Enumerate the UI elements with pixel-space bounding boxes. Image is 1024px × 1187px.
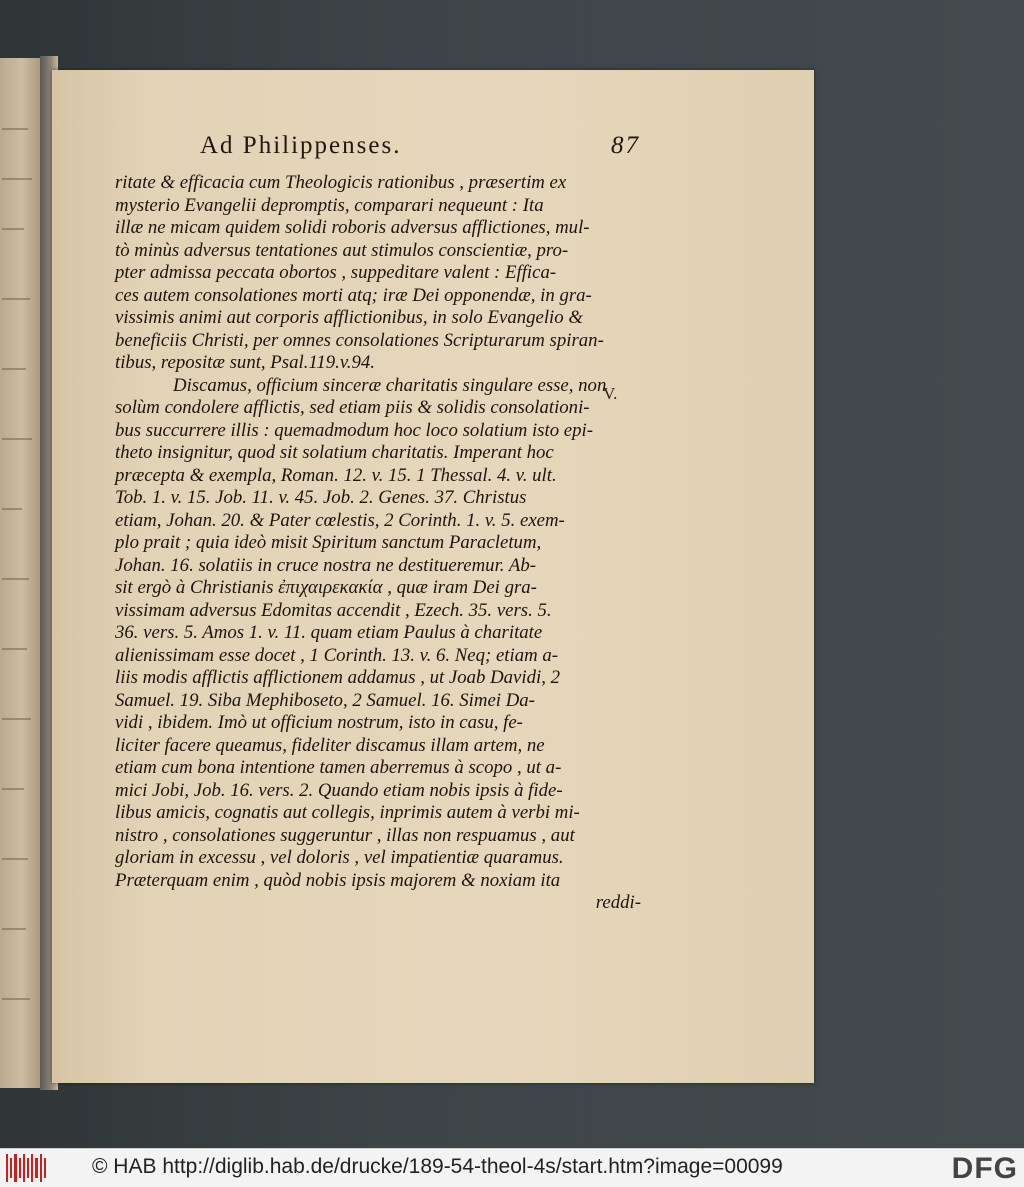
text-line: vissimam adversus Edomitas accendit , Ezech. 35. vers. 5. [115,599,552,621]
text-line: Johan. 16. solatiis in cruce nostra ne destitueremur. Ab- [115,554,536,576]
footer-bar [0,1148,1024,1187]
text-line: reddi- [595,892,641,913]
previous-page-edge [0,58,42,1088]
text-line: Tob. 1. v. 15. Job. 11. v. 45. Job. 2. Genes. 37. Christus [115,487,527,508]
text-line: vissimis animi aut corporis afflictionibus, in solo Evangelio & [115,307,583,328]
text-line: mysterio Evangelii depromptis, comparari nequeunt : Ita [115,194,544,216]
margin-note: V. [603,384,618,403]
text-line: præcepta & exempla, Roman. 12. v. 15. 1 Thessal. 4. v. ult. [115,464,557,486]
text-line: plo prait ; quia ideò misit Spiritum sanctum Paracletum, [115,532,542,553]
text-line: beneficiis Christi, per omnes consolationes Scripturarum spiran- [115,329,604,351]
running-head [200,132,640,166]
text-line: etiam, Johan. 20. & Pater cœlestis, 2 Corinth. 1. v. 5. exem- [115,509,565,531]
text-line: vidi , ibidem. Imò ut officium nostrum, isto in casu, fe- [115,712,523,733]
text-line: alienissimam esse docet , 1 Corinth. 13. v. 6. Neq; etiam a- [115,644,559,666]
text-line: mici Jobi, Job. 16. vers. 2. Quando etiam nobis ipsis à fide- [115,779,563,801]
body-text [115,172,645,915]
text-line: sit ergò à Christianis ἐπιχαιρεκακία , quæ iram Dei gra- [115,577,537,598]
hab-logo-icon [6,1154,46,1182]
text-line: pter admissa peccata obortos , suppeditare valent : Effica- [115,262,557,283]
text-line: gloriam in excessu , vel doloris , vel impatientiæ quaramus. [115,847,564,868]
text-line: illæ ne micam quidem solidi roboris adversus afflictiones, mul- [115,217,590,238]
text-line: solùm condolere afflictis, sed etiam piis & solidis consolationi- [115,397,590,418]
dfg-logo: DFG [951,1152,1018,1185]
running-title: Ad Philippenses. [200,132,402,159]
page-number: 87 [611,132,640,159]
book-page [52,70,814,1083]
copyright-url: © HAB http://diglib.hab.de/drucke/189-54-theol-4s/start.htm?image=00099 [92,1155,783,1178]
text-line: bus succurrere illis : quemadmodum hoc loco solatium isto epi- [115,419,593,441]
text-line: theto insignitur, quod sit solatium charitatis. Imperant hoc [115,442,554,463]
text-line: 36. vers. 5. Amos 1. v. 11. quam etiam Paulus à charitate [115,622,543,643]
text-line: Discamus, officium sinceræ charitatis singulare esse, non [173,374,607,396]
text-line: etiam cum bona intentione tamen aberremus à scopo , ut a- [115,757,562,778]
text-line: nistro , consolationes suggeruntur , illas non respuamus , aut [115,824,575,846]
text-line: Samuel. 19. Siba Mephiboseto, 2 Samuel. 16. Simei Da- [115,689,535,711]
text-line: ces autem consolationes morti atq; iræ Dei opponendæ, in gra- [115,284,592,306]
text-line: liis modis afflictis afflictionem addamus , ut Joab Davidi, 2 [115,667,560,688]
text-line: Præterquam enim , quòd nobis ipsis majorem & noxiam ita [115,869,561,891]
text-line: libus amicis, cognatis aut collegis, inprimis autem à verbi mi- [115,802,580,823]
text-line: liciter facere queamus, fideliter discamus illam artem, ne [115,734,545,756]
text-line: ritate & efficacia cum Theologicis rationibus , præsertim ex [115,172,567,193]
text-line: tibus, repositæ sunt, Psal.119.v.94. [115,352,375,373]
text-line: tò minùs adversus tentationes aut stimulos conscientiæ, pro- [115,239,569,261]
